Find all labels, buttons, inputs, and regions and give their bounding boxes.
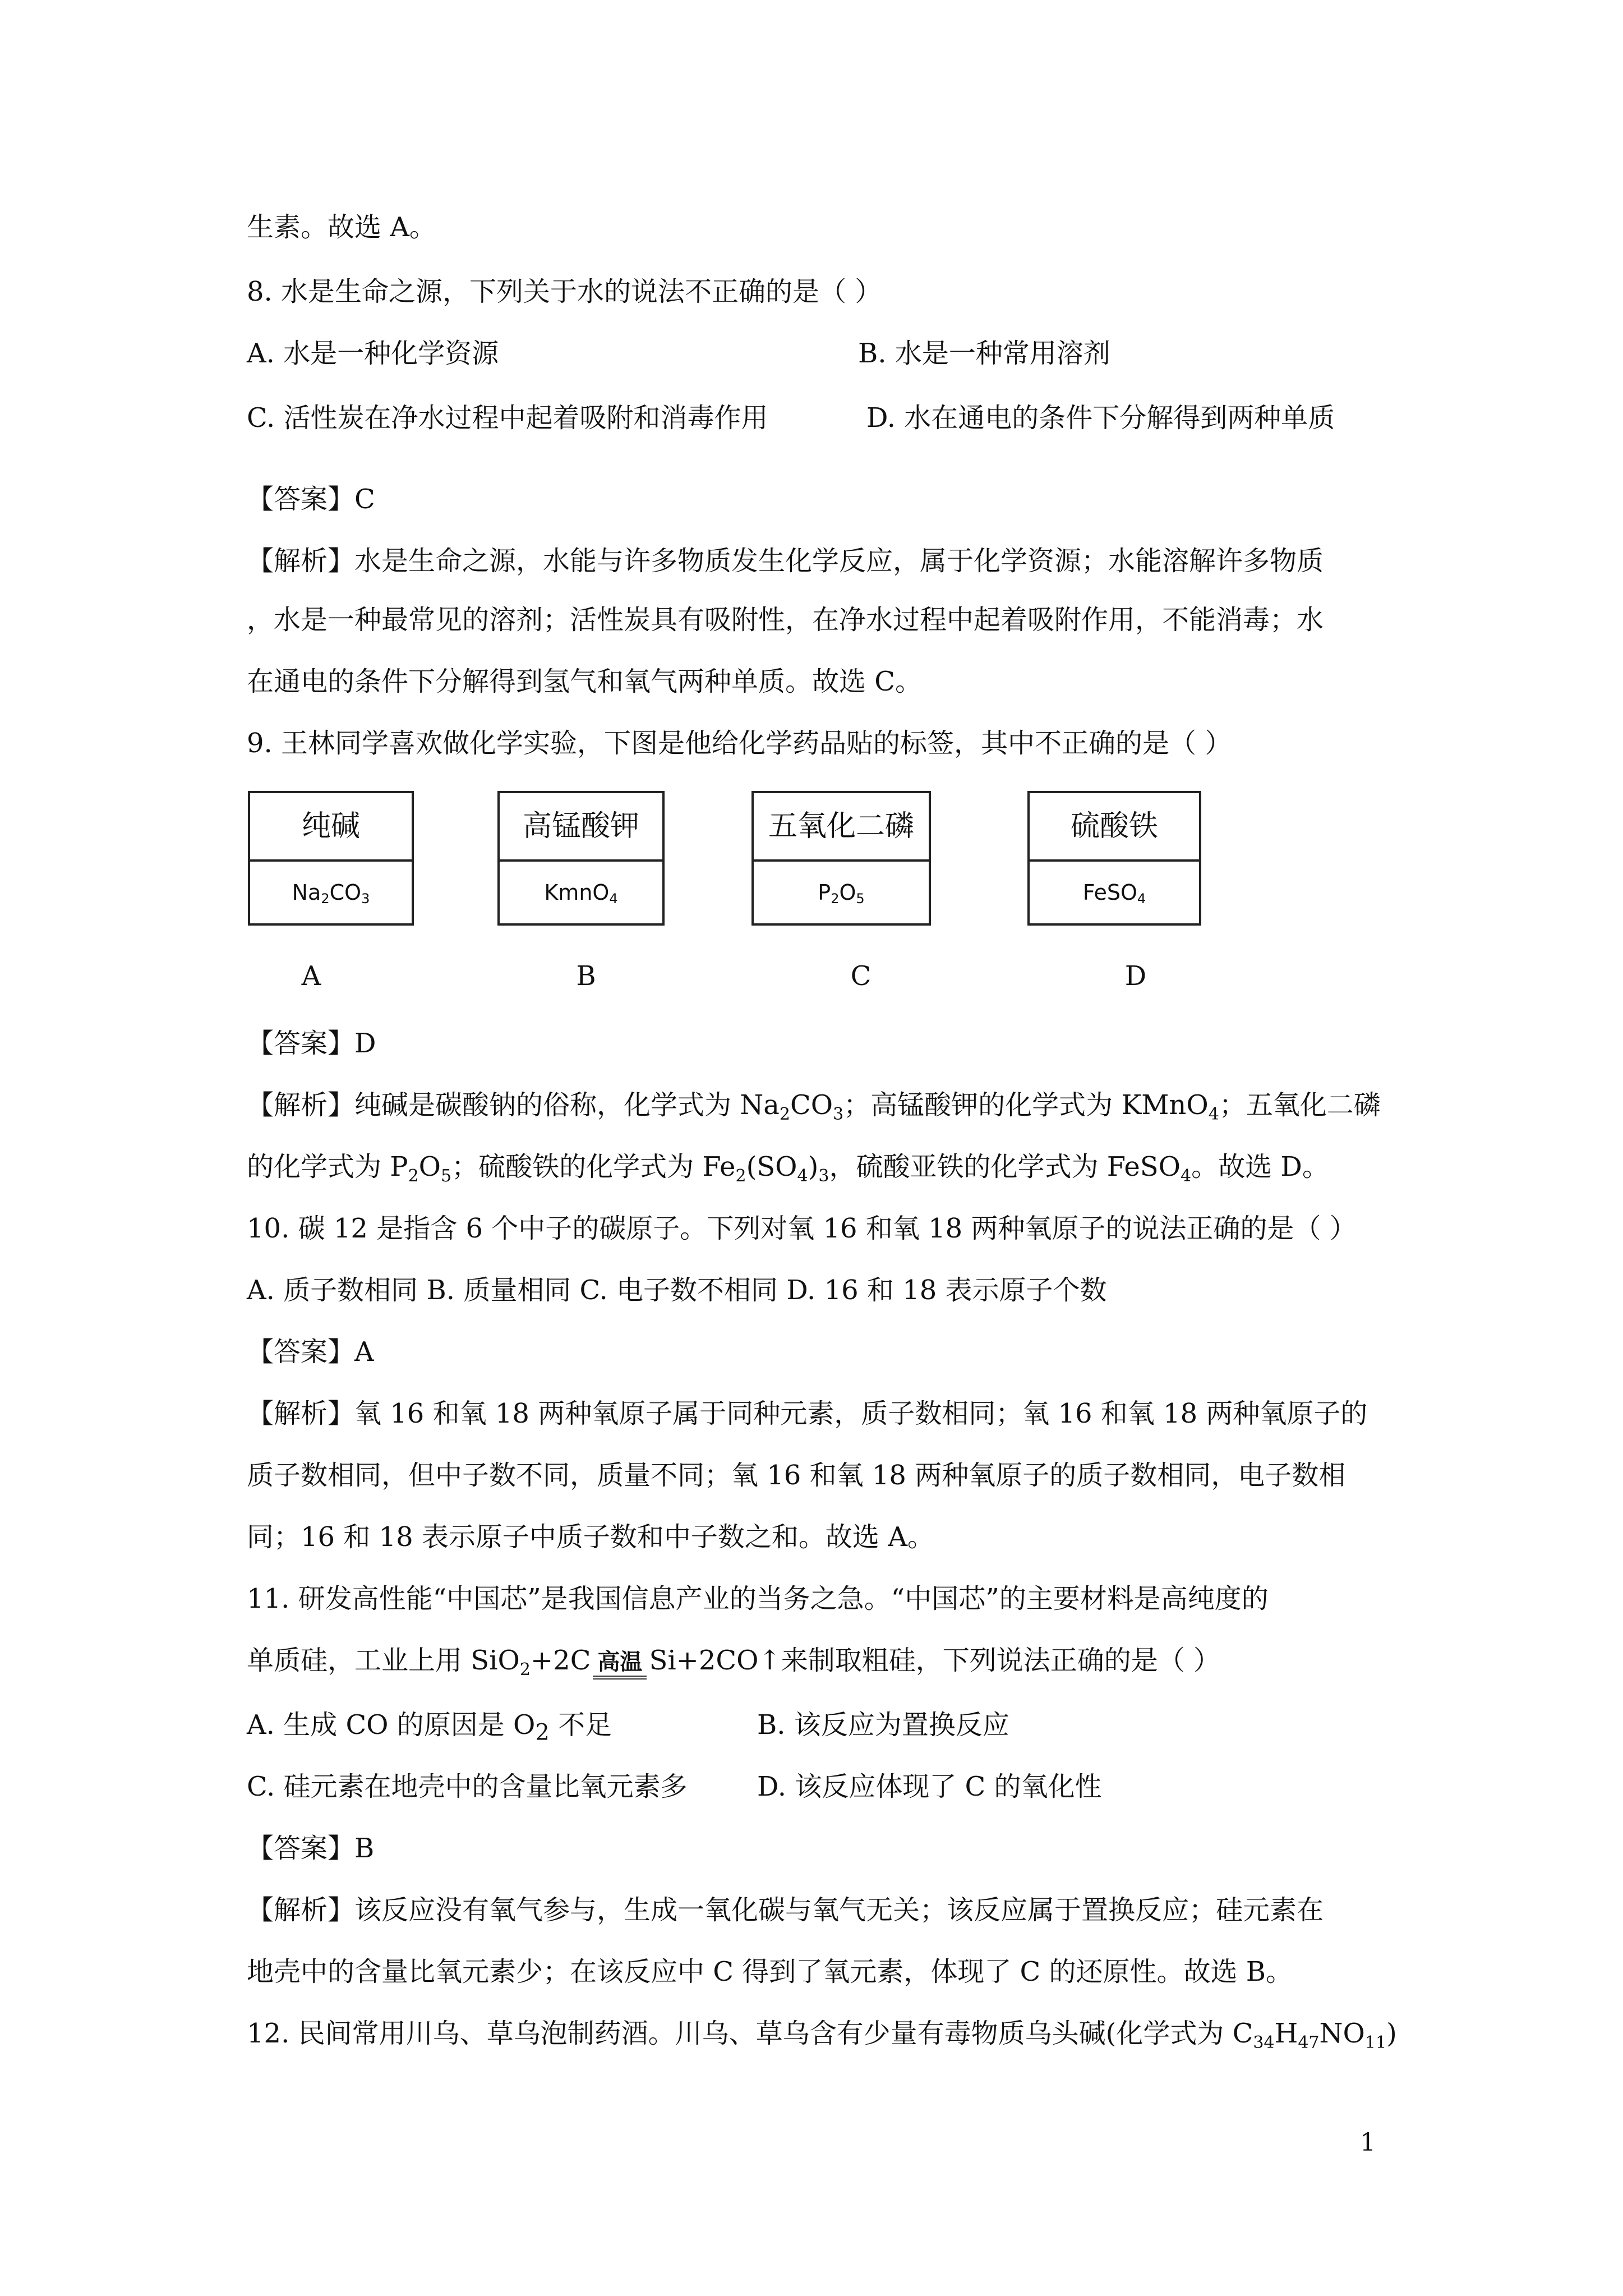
subscript: 2 xyxy=(408,1166,419,1186)
text-run: KmnO xyxy=(544,880,610,905)
text-run: 【解析】水是生命之源，水能与许多物质发生化学反应，属于化学资源；水能溶解许多物质 xyxy=(247,545,1324,577)
label-letter-c: C xyxy=(850,960,872,992)
text-run: 生素。故选 A。 xyxy=(247,211,436,243)
page-number: 1 xyxy=(1360,2128,1376,2157)
label-name: 高锰酸钾 xyxy=(500,793,662,862)
text-run: 在通电的条件下分解得到氢气和氧气两种单质。故选 C。 xyxy=(247,666,922,697)
text-run: FeSO xyxy=(1082,880,1137,905)
text-line xyxy=(247,662,1402,701)
subscript: 4 xyxy=(1208,1105,1219,1124)
text-run: ) xyxy=(808,1151,819,1182)
q8-option-a: A. 水是一种化学资源 xyxy=(247,338,499,369)
text-run: ，水是一种最常见的溶剂；活性炭具有吸附性，在净水过程中起着吸附作用，不能消毒；水 xyxy=(247,604,1324,636)
subscript: 2 xyxy=(535,1719,550,1746)
text-run: 。故选 D。 xyxy=(1191,1151,1329,1182)
text-run: 同；16 和 18 表示原子中质子数和中子数之和。故选 A。 xyxy=(247,1521,934,1553)
subscript: 2 xyxy=(831,891,840,907)
text-run: 地壳中的含量比氧元素少；在该反应中 C 得到了氧元素，体现了 C 的还原性。故选 B。 xyxy=(247,1956,1293,1987)
text-line xyxy=(247,208,1402,247)
text-line xyxy=(247,1456,1402,1495)
label-formula xyxy=(1030,862,1199,923)
text-run: D. 该反应体现了 C 的氧化性 xyxy=(757,1771,1102,1802)
text-line xyxy=(247,1147,1402,1186)
text-line xyxy=(247,2014,1402,2053)
text-run: NO xyxy=(1319,2018,1365,2049)
text-run: 12. 民间常用川乌、草乌泡制药酒。川乌、草乌含有少量有毒物质乌头碱(化学式为 C xyxy=(247,2018,1253,2049)
subscript: 4 xyxy=(1137,891,1146,907)
label-letter-d: D xyxy=(1124,960,1147,992)
text-run: H xyxy=(1274,2018,1298,2049)
text-run: 不足 xyxy=(549,1709,612,1741)
label-letter-b: B xyxy=(576,960,596,992)
text-run: O xyxy=(839,880,856,905)
text-run: CO xyxy=(329,880,362,905)
text-line xyxy=(247,1024,1402,1063)
chemical-label-c xyxy=(751,791,931,926)
text-run: 质子数相同，但中子数不同，质量不同；氧 16 和氧 18 两种氧原子的质子数相同，电子数相 xyxy=(247,1460,1346,1491)
chemical-label-a xyxy=(248,791,414,926)
text-run: Si+2CO↑来制取粗硅，下列说法正确的是（ ） xyxy=(649,1645,1220,1676)
text-line xyxy=(247,1271,1402,1310)
text-run: 单质硅，工业上用 SiO xyxy=(247,1645,520,1676)
text-run: ；硫酸铁的化学式为 Fe xyxy=(451,1151,736,1182)
text-line xyxy=(247,1394,1402,1433)
text-run: 【答案】D xyxy=(247,1028,376,1059)
q8-option-b: B. 水是一种常用溶剂 xyxy=(858,338,1110,369)
q8-option-c: C. 活性炭在净水过程中起着吸附和消毒作用 xyxy=(247,402,768,434)
text-line xyxy=(247,1952,1402,1991)
subscript: 34 xyxy=(1253,2033,1275,2053)
text-run: B. 该反应为置换反应 xyxy=(757,1709,1009,1741)
label-name: 纯碱 xyxy=(250,793,412,862)
text-run: 【答案】C xyxy=(247,484,375,515)
subscript: 3 xyxy=(833,1105,844,1124)
text-run: 11. 研发高性能“中国芯”是我国信息产业的当务之急。“中国芯”的主要材料是高纯度的 xyxy=(247,1583,1269,1614)
text-run: C. 硅元素在地壳中的含量比氧元素多 xyxy=(247,1771,688,1802)
text-run: O xyxy=(418,1151,441,1182)
q8-option-d: D. 水在通电的条件下分解得到两种单质 xyxy=(866,402,1335,434)
subscript: 3 xyxy=(818,1166,829,1186)
reaction-condition: 高温 xyxy=(593,1649,647,1680)
text-run: ；高锰酸钾的化学式为 KMnO xyxy=(843,1089,1209,1121)
text-run: 的化学式为 P xyxy=(247,1151,408,1182)
label-formula xyxy=(250,862,412,923)
chemical-label-d xyxy=(1027,791,1201,926)
text-run: 8. 水是生命之源，下列关于水的说法不正确的是（ ） xyxy=(247,276,882,307)
subscript: 4 xyxy=(609,891,618,907)
text-line xyxy=(247,1209,1402,1248)
text-line xyxy=(247,1829,1402,1868)
label-formula xyxy=(500,862,662,923)
subscript: 2 xyxy=(735,1166,746,1186)
text-run: Na xyxy=(292,880,321,905)
subscript: 2 xyxy=(779,1105,790,1124)
text-line xyxy=(247,1890,1402,1930)
text-run: 【答案】A xyxy=(247,1336,374,1368)
text-line xyxy=(247,480,1402,519)
text-run: A. 生成 CO 的原因是 O xyxy=(247,1709,536,1741)
subscript: 2 xyxy=(321,891,330,907)
text-line xyxy=(247,1085,1402,1125)
equation-products xyxy=(649,1645,1220,1676)
chemical-label-b xyxy=(497,791,665,926)
q11-equation-line xyxy=(247,1641,1402,1680)
subscript: 4 xyxy=(1181,1166,1192,1186)
text-line xyxy=(247,724,1402,763)
text-run: 【解析】该反应没有氧气参与，生成一氧化碳与氧气无关；该反应属于置换反应；硅元素在 xyxy=(247,1894,1324,1926)
text-line xyxy=(247,541,1402,581)
text-run: A. 质子数相同 B. 质量相同 C. 电子数不相同 D. 16 和 18 表示原子个数 xyxy=(247,1274,1107,1306)
text-run: P xyxy=(818,880,831,905)
subscript: 4 xyxy=(797,1166,808,1186)
text-run: (SO xyxy=(746,1151,797,1182)
subscript: 3 xyxy=(361,891,370,907)
text-run: 【解析】氧 16 和氧 18 两种氧原子属于同种元素，质子数相同；氧 16 和氧 18 两种氧原子的 xyxy=(247,1398,1368,1429)
q11-option-c xyxy=(247,1767,688,1806)
text-line xyxy=(247,600,1402,639)
text-run: ，硫酸亚铁的化学式为 FeSO xyxy=(829,1151,1181,1182)
label-name: 五氧化二磷 xyxy=(754,793,929,862)
subscript: 5 xyxy=(441,1166,452,1186)
text-run: 9. 王林同学喜欢做化学实验，下图是他给化学药品贴的标签，其中不正确的是（ ） xyxy=(247,728,1232,759)
label-letter-a: A xyxy=(301,960,321,992)
q11-option-a xyxy=(247,1705,612,1752)
text-run: 【解析】纯碱是碳酸钠的俗称，化学式为 Na xyxy=(247,1089,780,1121)
q11-option-d xyxy=(757,1767,1102,1806)
text-run: 【答案】B xyxy=(247,1833,375,1864)
subscript: 11 xyxy=(1364,2033,1387,2053)
text-line xyxy=(247,1332,1402,1372)
label-formula xyxy=(754,862,929,923)
subscript: 2 xyxy=(519,1660,531,1680)
text-run: CO xyxy=(790,1089,833,1121)
subscript: 47 xyxy=(1298,2033,1320,2053)
text-line xyxy=(247,1517,1402,1557)
equation-reactants xyxy=(247,1645,591,1680)
label-name: 硫酸铁 xyxy=(1030,793,1199,862)
text-run: 10. 碳 12 是指含 6 个中子的碳原子。下列对氧 16 和氧 18 两种氧原子的说法正确的是（ ） xyxy=(247,1213,1357,1244)
text-run: ) xyxy=(1386,2018,1397,2049)
text-run: +2C xyxy=(530,1645,591,1676)
text-line xyxy=(247,1579,1402,1618)
text-run: ；五氧化二磷 xyxy=(1219,1089,1381,1121)
q11-option-b xyxy=(757,1705,1009,1745)
text-line xyxy=(247,272,1402,311)
subscript: 5 xyxy=(856,891,865,907)
